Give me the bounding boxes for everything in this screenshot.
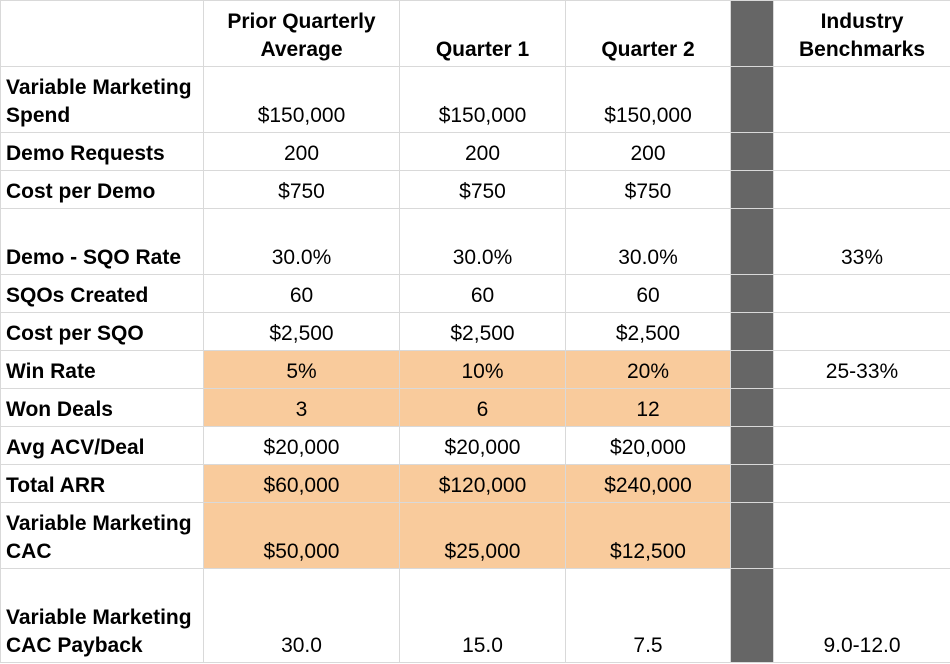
quarter-2-cell[interactable]: 200 (566, 133, 731, 171)
quarter-2-cell[interactable]: 12 (566, 389, 731, 427)
table-row (1, 275, 950, 313)
prior-average-cell[interactable]: $150,000 (204, 67, 400, 133)
benchmark-cell[interactable] (774, 503, 950, 569)
benchmark-cell[interactable] (774, 427, 950, 465)
benchmark-cell[interactable] (774, 133, 950, 171)
row-label-cell[interactable]: SQOs Created (1, 275, 204, 313)
table-row (1, 133, 950, 171)
quarter-2-cell[interactable]: $12,500 (566, 503, 731, 569)
separator-column-cell[interactable] (731, 465, 774, 503)
table-row (1, 569, 950, 663)
separator-column-cell[interactable] (731, 171, 774, 209)
table-row (1, 351, 950, 389)
quarter-1-cell[interactable]: 15.0 (400, 569, 566, 663)
quarter-1-cell[interactable]: $20,000 (400, 427, 566, 465)
benchmark-cell[interactable]: 9.0-12.0 (774, 569, 950, 663)
benchmark-cell[interactable] (774, 389, 950, 427)
prior-average-cell[interactable]: 200 (204, 133, 400, 171)
prior-average-cell[interactable]: 30.0 (204, 569, 400, 663)
separator-column-cell[interactable] (731, 313, 774, 351)
benchmark-cell[interactable] (774, 275, 950, 313)
prior-average-cell[interactable]: 60 (204, 275, 400, 313)
prior-average-cell[interactable]: $750 (204, 171, 400, 209)
quarter-2-cell[interactable]: $2,500 (566, 313, 731, 351)
prior-average-cell[interactable]: $20,000 (204, 427, 400, 465)
row-label-cell[interactable]: Win Rate (1, 351, 204, 389)
header-quarter-1[interactable]: Quarter 1 (400, 1, 566, 67)
table-row (1, 171, 950, 209)
row-label-cell[interactable]: Cost per SQO (1, 313, 204, 351)
row-label-cell[interactable]: Demo - SQO Rate (1, 209, 204, 275)
quarter-2-cell[interactable]: 20% (566, 351, 731, 389)
table-row (1, 389, 950, 427)
separator-column-cell[interactable] (731, 569, 774, 663)
table-row (1, 503, 950, 569)
header-prior-quarterly-average[interactable]: Prior Quarterly Average (204, 1, 400, 67)
benchmark-cell[interactable]: 33% (774, 209, 950, 275)
quarter-1-cell[interactable]: $2,500 (400, 313, 566, 351)
header-industry-benchmarks[interactable]: Industry Benchmarks (774, 1, 950, 67)
benchmark-cell[interactable] (774, 465, 950, 503)
separator-column-cell[interactable] (731, 275, 774, 313)
row-label-cell[interactable]: Variable Marketing CAC Payback (1, 569, 204, 663)
prior-average-cell[interactable]: 5% (204, 351, 400, 389)
separator-column-cell[interactable] (731, 351, 774, 389)
benchmark-cell[interactable] (774, 67, 950, 133)
prior-average-cell[interactable]: 30.0% (204, 209, 400, 275)
quarter-2-cell[interactable]: 60 (566, 275, 731, 313)
quarter-1-cell[interactable]: 30.0% (400, 209, 566, 275)
prior-average-cell[interactable]: 3 (204, 389, 400, 427)
row-label-cell[interactable]: Avg ACV/Deal (1, 427, 204, 465)
header-cell-corner[interactable] (1, 1, 204, 67)
quarter-2-cell[interactable]: $750 (566, 171, 731, 209)
quarter-1-cell[interactable]: $120,000 (400, 465, 566, 503)
quarter-1-cell[interactable]: $150,000 (400, 67, 566, 133)
prior-average-cell[interactable]: $60,000 (204, 465, 400, 503)
quarter-2-cell[interactable]: $240,000 (566, 465, 731, 503)
table-row (1, 465, 950, 503)
quarter-1-cell[interactable]: 6 (400, 389, 566, 427)
separator-column-cell[interactable] (731, 67, 774, 133)
header-quarter-2[interactable]: Quarter 2 (566, 1, 731, 67)
quarter-2-cell[interactable]: 7.5 (566, 569, 731, 663)
row-label-cell[interactable]: Variable Marketing CAC (1, 503, 204, 569)
quarter-1-cell[interactable]: 60 (400, 275, 566, 313)
separator-column-cell[interactable] (731, 1, 774, 67)
row-label-cell[interactable]: Demo Requests (1, 133, 204, 171)
table-row (1, 427, 950, 465)
separator-column-cell[interactable] (731, 503, 774, 569)
quarter-2-cell[interactable]: $20,000 (566, 427, 731, 465)
header-row (1, 1, 950, 67)
quarter-1-cell[interactable]: 200 (400, 133, 566, 171)
separator-column-cell[interactable] (731, 389, 774, 427)
quarter-1-cell[interactable]: 10% (400, 351, 566, 389)
quarter-2-cell[interactable]: 30.0% (566, 209, 731, 275)
row-label-cell[interactable]: Variable Marketing Spend (1, 67, 204, 133)
prior-average-cell[interactable]: $2,500 (204, 313, 400, 351)
prior-average-cell[interactable]: $50,000 (204, 503, 400, 569)
table-row (1, 67, 950, 133)
quarter-2-cell[interactable]: $150,000 (566, 67, 731, 133)
quarter-1-cell[interactable]: $750 (400, 171, 566, 209)
separator-column-cell[interactable] (731, 209, 774, 275)
separator-column-cell[interactable] (731, 133, 774, 171)
benchmark-cell[interactable] (774, 313, 950, 351)
quarter-1-cell[interactable]: $25,000 (400, 503, 566, 569)
benchmark-cell[interactable]: 25-33% (774, 351, 950, 389)
row-label-cell[interactable]: Cost per Demo (1, 171, 204, 209)
row-label-cell[interactable]: Won Deals (1, 389, 204, 427)
benchmark-cell[interactable] (774, 171, 950, 209)
table-row (1, 313, 950, 351)
table-row (1, 209, 950, 275)
row-label-cell[interactable]: Total ARR (1, 465, 204, 503)
separator-column-cell[interactable] (731, 427, 774, 465)
